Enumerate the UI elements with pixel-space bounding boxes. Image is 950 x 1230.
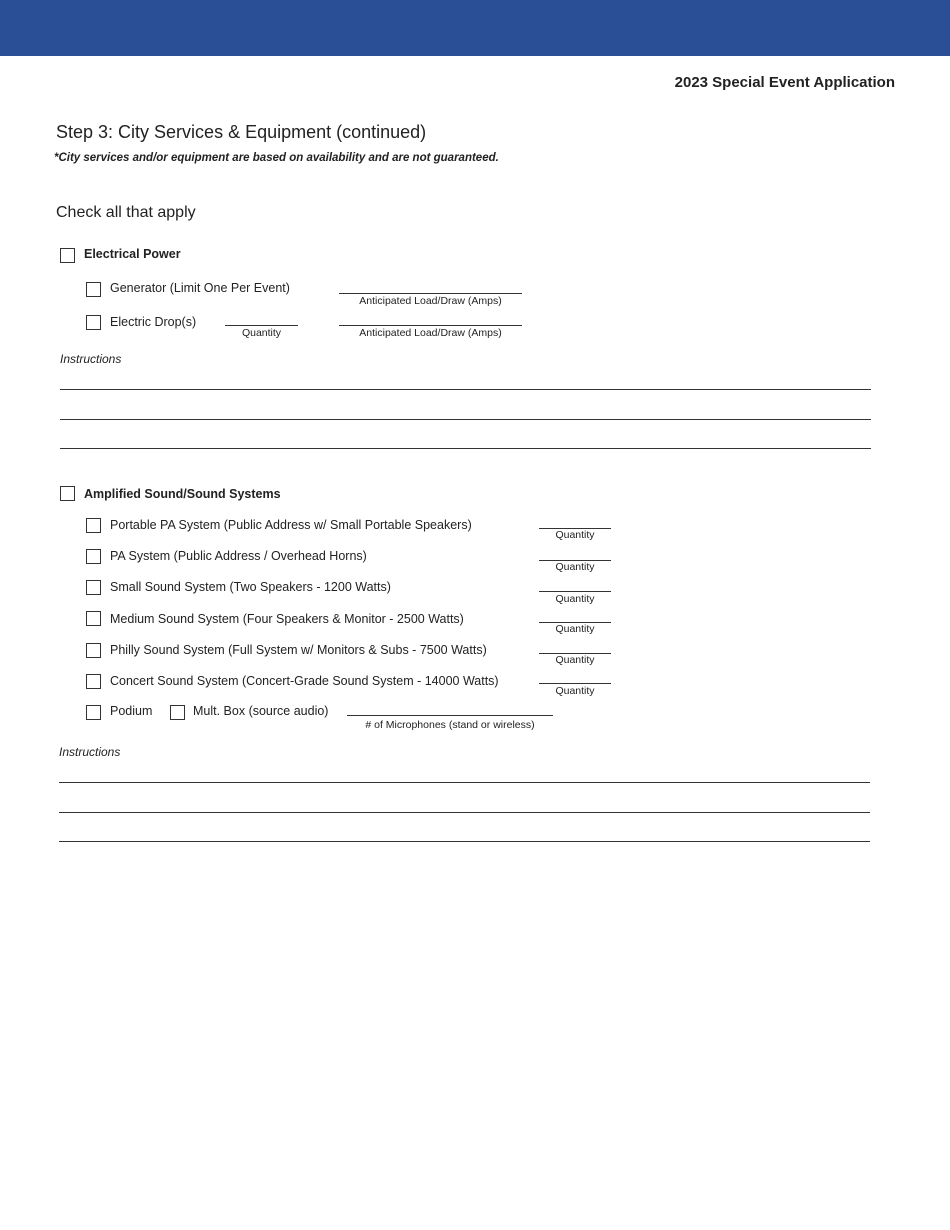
electric-drop-checkbox[interactable] xyxy=(86,315,101,330)
philly-sound-label: Philly Sound System (Full System w/ Monitors & Subs - 7500 Watts) xyxy=(110,643,487,657)
electric-drop-load-caption: Anticipated Load/Draw (Amps) xyxy=(359,327,502,339)
document-title: 2023 Special Event Application xyxy=(674,74,895,91)
small-sound-label: Small Sound System (Two Speakers - 1200 Watts) xyxy=(110,580,391,594)
medium-sound-quantity-caption: Quantity xyxy=(555,623,595,635)
concert-sound-quantity-caption: Quantity xyxy=(555,685,595,697)
electrical-power-checkbox[interactable] xyxy=(60,248,75,263)
electrical-instructions-label: Instructions xyxy=(60,352,122,366)
small-sound-checkbox[interactable] xyxy=(86,580,101,595)
small-sound-quantity-caption: Quantity xyxy=(555,593,595,605)
small-sound-quantity-field[interactable] xyxy=(539,591,611,592)
check-all-heading: Check all that apply xyxy=(56,204,196,221)
electric-drop-quantity-caption: Quantity xyxy=(241,327,282,339)
generator-load-field[interactable] xyxy=(339,293,522,294)
electrical-instructions-line[interactable] xyxy=(60,448,871,449)
mult-box-label: Mult. Box (source audio) xyxy=(193,704,329,718)
pa-system-quantity-caption: Quantity xyxy=(555,561,595,573)
generator-load-caption: Anticipated Load/Draw (Amps) xyxy=(359,295,502,307)
concert-sound-quantity-field[interactable] xyxy=(539,683,611,684)
electric-drop-label: Electric Drop(s) xyxy=(110,315,197,329)
pa-system-checkbox[interactable] xyxy=(86,549,101,564)
step-title: Step 3: City Services & Equipment (continued) xyxy=(56,122,427,142)
header-banner xyxy=(0,0,950,56)
generator-label: Generator (Limit One Per Event) xyxy=(110,281,290,295)
electrical-instructions-line[interactable] xyxy=(60,419,871,420)
philly-sound-quantity-caption: Quantity xyxy=(555,654,595,666)
podium-label: Podium xyxy=(110,704,153,718)
sound-instructions-label: Instructions xyxy=(59,745,121,759)
philly-sound-checkbox[interactable] xyxy=(86,643,101,658)
medium-sound-label: Medium Sound System (Four Speakers & Monitor - 2500 Watts) xyxy=(110,612,464,626)
mult-box-checkbox[interactable] xyxy=(170,705,185,720)
electric-drop-load-field[interactable] xyxy=(339,325,522,326)
sound-instructions-line[interactable] xyxy=(59,812,870,813)
portable-pa-quantity-caption: Quantity xyxy=(555,529,595,541)
podium-checkbox[interactable] xyxy=(86,705,101,720)
electrical-power-label: Electrical Power xyxy=(84,247,181,261)
sound-instructions-line[interactable] xyxy=(59,782,870,783)
microphones-caption: # of Microphones (stand or wireless) xyxy=(365,719,535,731)
pa-system-label: PA System (Public Address / Overhead Horns) xyxy=(110,549,367,563)
generator-checkbox[interactable] xyxy=(86,282,101,297)
electric-drop-quantity-field[interactable] xyxy=(225,325,298,326)
amplified-sound-label: Amplified Sound/Sound Systems xyxy=(84,487,281,501)
availability-note: *City services and/or equipment are based on availability and are not guaranteed. xyxy=(54,152,499,164)
amplified-sound-checkbox[interactable] xyxy=(60,486,75,501)
sound-instructions-line[interactable] xyxy=(59,841,870,842)
portable-pa-checkbox[interactable] xyxy=(86,518,101,533)
concert-sound-label: Concert Sound System (Concert-Grade Sound System - 14000 Watts) xyxy=(110,674,499,688)
portable-pa-label: Portable PA System (Public Address w/ Small Portable Speakers) xyxy=(110,518,472,532)
medium-sound-checkbox[interactable] xyxy=(86,611,101,626)
microphones-field[interactable] xyxy=(347,715,553,716)
electrical-instructions-line[interactable] xyxy=(60,389,871,390)
concert-sound-checkbox[interactable] xyxy=(86,674,101,689)
